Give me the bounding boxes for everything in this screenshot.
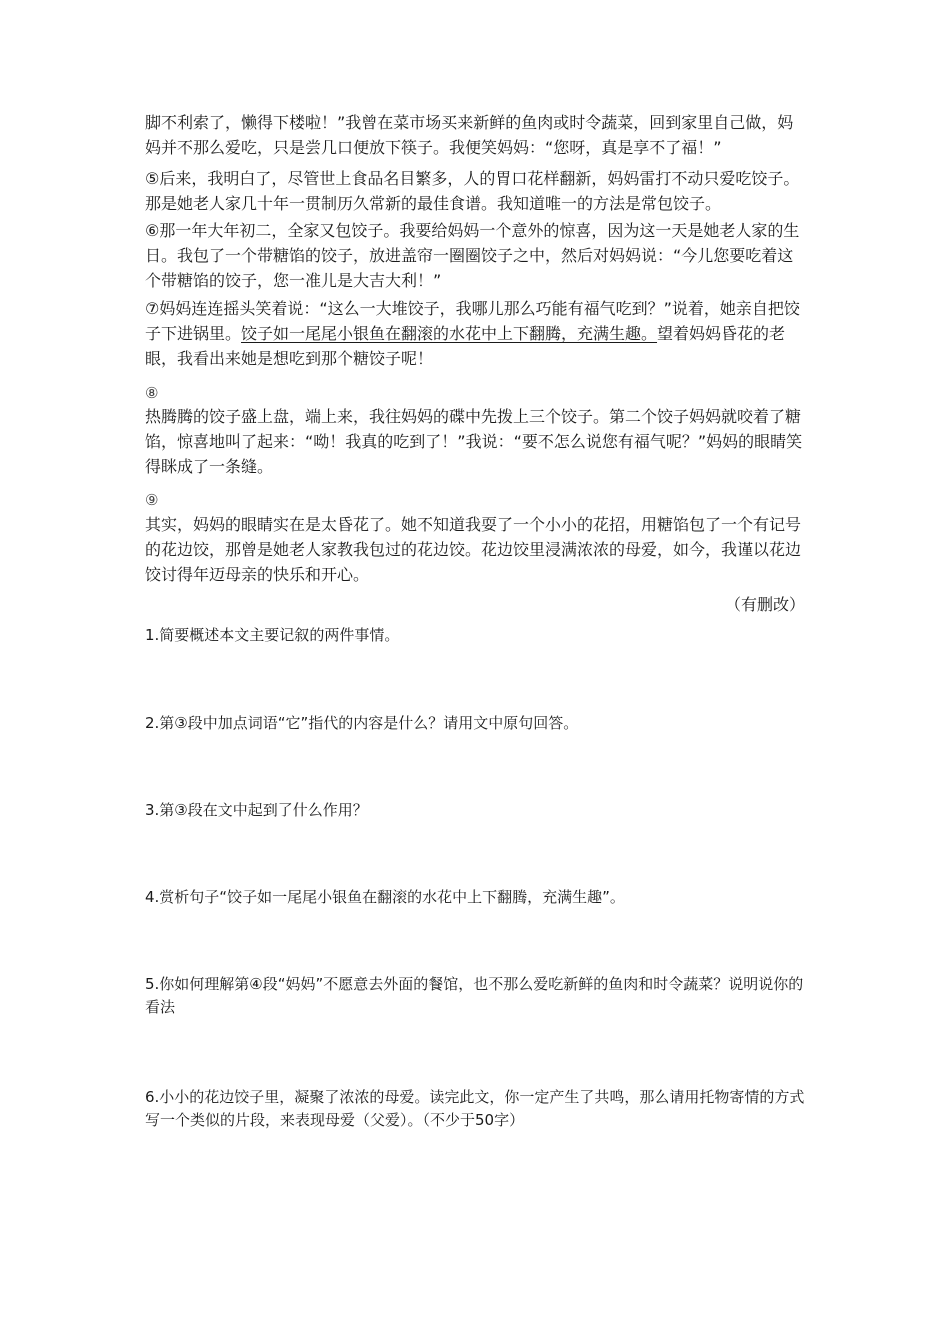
question-3: 3.第③段在文中起到了什么作用？ [145, 801, 368, 819]
question-4: 4.赏析句子“饺子如一尾尾小银鱼在翻滚的水花中上下翻腾，充满生趣”。 [145, 888, 625, 906]
paragraph-4-tail: 脚不利索了，懒得下楼啦！”我曾在菜市场买来新鲜的鱼肉或时令蔬菜，回到家里自己做，妈妈并不那么爱吃，只是尝几口便放下筷子。我便笑妈妈：“您呀，真是享不了福！” [145, 113, 794, 157]
paragraph-8: 热腾腾的饺子盛上盘，端上来，我往妈妈的碟中先拨上三个饺子。第二个饺子妈妈就咬着了糖馅，惊喜地叫了起来：“呦！我真的吃到了！”我说：“要不怎么说您有福气呢？”妈妈的眼睛笑得眯成了一条缝。 [145, 407, 803, 476]
paragraph-9-marker: ⑨ [145, 491, 159, 509]
paragraph-6: ⑥那一年大年初二，全家又包饺子。我要给妈妈一个意外的惊喜，因为这一天是她老人家的生日。我包了一个带糖馅的饺子，放进盖帘一圈圈饺子之中，然后对妈妈说：“今儿您要吃着这个带糖馅的饺子，您一准儿是大吉大利！” [145, 221, 800, 290]
source-note: （有删改） [724, 595, 805, 614]
paragraph-9: 其实，妈妈的眼睛实在是太昏花了。她不知道我耍了一个小小的花招，用糖馅包了一个有记号的花边饺，那曾是她老人家教我包过的花边饺。花边饺里浸满浓浓的母爱，如今，我谨以花边饺讨得年迈母亲的快乐和开心。 [145, 515, 802, 584]
paragraph-5: ⑤后来，我明白了，尽管世上食品名目繁多，人的胃口花样翻新，妈妈雷打不动只爱吃饺子。那是她老人家几十年一贯制历久常新的最佳食谱。我知道唯一的方法是常包饺子。 [145, 169, 800, 213]
question-2: 2.第③段中加点词语“它”指代的内容是什么？请用文中原句回答。 [145, 714, 579, 732]
underlined-sentence: 饺子如一尾尾小银鱼在翻滚的水花中上下翻腾，充满生趣。 [241, 324, 658, 343]
paragraph-8-marker: ⑧ [145, 384, 159, 402]
paragraph-7 [145, 296, 805, 371]
paragraph-7-text-after: 望着妈妈昏花的老眼，我看出来她是想吃到那个糖饺子呢！ [145, 324, 786, 368]
question-1: 1.简要概述本文主要记叙的两件事情。 [145, 626, 400, 644]
question-5: 5.你如何理解第④段“妈妈”不愿意去外面的餐馆，也不那么爱吃新鲜的鱼肉和时令蔬菜？说明说你的看法 [145, 975, 804, 1016]
question-6: 6.小小的花边饺子里，凝聚了浓浓的母爱。读完此文，你一定产生了共鸣，那么请用托物寄情的方式写一个类似的片段，来表现母爱（父爱）。（不少于50字） [145, 1088, 805, 1129]
paragraph-7-text-before: ⑦妈妈连连摇头笑着说：“这么一大堆饺子，我哪儿那么巧能有福气吃到？”说着，她亲自把饺子下进锅里。 [145, 299, 800, 343]
